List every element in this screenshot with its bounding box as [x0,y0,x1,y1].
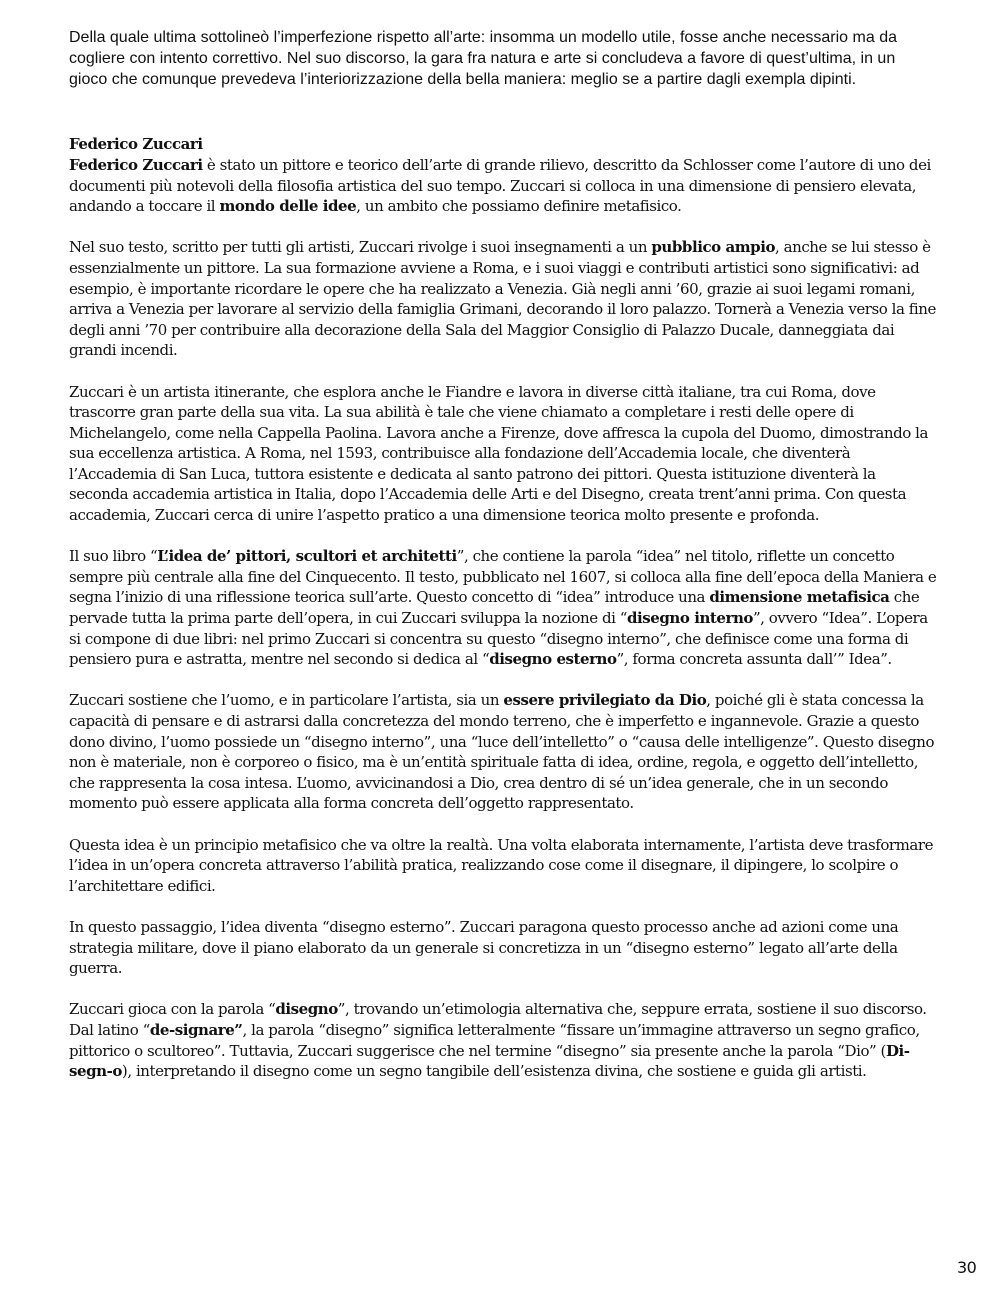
section-federico-zuccari [69,134,937,1081]
paragraph [69,155,937,217]
text-run: ”, forma concreta assunta dall’” Idea”. [616,650,892,669]
bold-run: disegno interno [627,609,753,628]
paragraph [69,999,937,1081]
paragraph [69,690,937,814]
paragraph [69,382,937,526]
bold-run: Federico Zuccari [69,155,203,174]
page-number: 30 [957,1258,977,1277]
paragraph [69,835,937,897]
text-run: , poiché gli è stata concessa la capacità di pensare e di astrarsi dalla concretezza del mondo terreno, che è imperfetto e ingannevole. Grazie a questo dono divino, l’uomo possiede un “disegno interno”, una “luce dell’intelletto” o “causa delle intelligenze”. Questo disegno non è materiale, non è corporeo o fisico, ma è un’entità spirituale fatta di idea, ordine, regola, e oggetto dell’intelletto, che rappresenta la cosa intesa. L’uomo, avvicinandosi a Dio, crea dentro di sé un’idea generale, che in un secondo momento può essere applicata alla forma concreta dell’oggetto rappresentato. [69,691,935,813]
section-body [69,155,937,1082]
text-run: ”, trovando un’etimologia alternativa che, seppure errata, sostiene il suo discorso. Dal latino “ [69,1000,927,1039]
paragraph [69,546,937,670]
text-run: Questa idea è un principio metafisico che va oltre la realtà. Una volta elaborata internamente, l’artista deve trasformare l’idea in un’opera concreta attraverso l’abilità pratica, realizzando cose come il disegnare, il dipingere, lo scolpire o l’architettare edifici. [69,835,934,895]
text-run: , la parola “disegno” significa letteralmente “fissare un’immagine attraverso un segno grafico, pittorico o scultoreo”. Tuttavia, Zuccari suggerisce che nel termine “disegno” sia presente anche la parola “Dio” ( [69,1020,920,1060]
bold-run: disegno [275,1000,338,1019]
bold-run: Di-segn-o [69,1041,910,1081]
text-run: In questo passaggio, l’idea diventa “disegno esterno”. Zuccari paragona questo processo anche ad azioni come una strategia militare, dove il piano elaborato da un generale si concretizza in un “disegno esterno” legato all’arte della guerra. [69,917,899,978]
bold-run: dimensione metafisica [709,588,890,607]
text-run: è stato un pittore e teorico dell’arte di grande rilievo, descritto da Schlosser come l’autore di uno dei documenti più notevoli della filosofia artistica del suo tempo. Zuccari si colloca in una dimensione di pensiero elevata, andando a toccare il [69,155,931,216]
text-run: Zuccari è un artista itinerante, che esplora anche le Fiandre e lavora in diverse città italiane, tra cui Roma, dove trascorre gran parte della sua vita. La sua abilità è tale che viene chiamato a completare i resti delle opere di Michelangelo, come nella Cappella Paolina. Lavora anche a Firenze, dove affresca la cupola del Duomo, dimostrando la sua eccellenza artistica. A Roma, nel 1593, contribuisce alla fondazione dell’Accademia locale, che diventerà l’Accademia di San Luca, tuttora esistente e dedicata al santo patrono dei pittori. Questa istituzione diventerà la seconda accademia artistica in Italia, dopo l’Accademia delle Arti e del Disegno, creata trent’anni prima. Con questa accademia, Zuccari cerca di unire l’aspetto pratico a una dimensione teorica molto presente e profonda. [69,382,928,525]
text-run: ”, che contiene la parola “idea” nel titolo, riflette un concetto sempre più centrale alla fine del Cinquecento. Il testo, pubblicato nel 1607, si colloca alla fine dell’epoca della Maniera e segna l’inizio di una riflessione teorica sull’arte. Questo concetto di “idea” introduce una [69,547,937,607]
text-run: Zuccari gioca con la parola “ [69,1000,276,1019]
text-run: che pervade tutta la prima parte dell’opera, in cui Zuccari sviluppa la nozione di “ [69,588,920,628]
text-run: Zuccari sostiene che l’uomo, e in particolare l’artista, sia un [69,691,504,710]
paragraph [69,917,937,979]
bold-run: mondo delle idee [219,197,357,216]
intro-paragraph: Della quale ultima sottolineò l’imperfezione rispetto all’arte: insomma un modello utile, fosse anche necessario ma da cogliere con intento correttivo. Nel suo discorso, la gara fra natura e arte si concludeva a favore di quest’ultima, in un gioco che comunque prevedeva l’interiorizzazione della bella maniera: meglio se a partire dagli exempla dipinti. [69,29,897,88]
bold-run: disegno esterno [489,650,617,669]
paragraph [69,237,937,361]
bold-run: de-signare” [149,1020,243,1039]
section-heading: Federico Zuccari [69,135,203,154]
bold-run: essere privilegiato da Dio [503,691,707,710]
bold-run: pubblico ampio [651,238,776,257]
text-run: , anche se lui stesso è essenzialmente un pittore. La sua formazione avviene a Roma, e i suoi viaggi e contributi artistici sono significativi: ad esempio, è importante ricordare le opere che ha realizzato a Venezia. Già negli anni ’60, grazie ai suoi legami romani, arriva a Venezia per lavorare al servizio della famiglia Grimani, decorando il loro palazzo. Tornerà a Venezia verso la fine degli anni ’70 per contribuire alla decorazione della Sala del Maggior Consiglio di Palazzo Ducale, danneggiata dai grandi incendi. [69,238,936,360]
document-page [69,28,937,1082]
text-run: , un ambito che possiamo definire metafisico. [356,197,682,216]
text-run: ), interpretando il disegno come un segno tangibile dell’esistenza divina, che sostiene e guida gli artisti. [121,1062,867,1081]
bold-run: L’idea de’ pittori, scultori et architetti [157,547,457,566]
text-run: ”, ovvero “Idea”. L’opera si compone di due libri: nel primo Zuccari si concentra su questo “disegno interno”, che definisce come una forma di pensiero pura e astratta, mentre nel secondo si dedica al “ [69,609,928,669]
text-run: Il suo libro “ [69,547,158,566]
text-run: Nel suo testo, scritto per tutti gli artisti, Zuccari rivolge i suoi insegnamenti a un [69,238,652,257]
